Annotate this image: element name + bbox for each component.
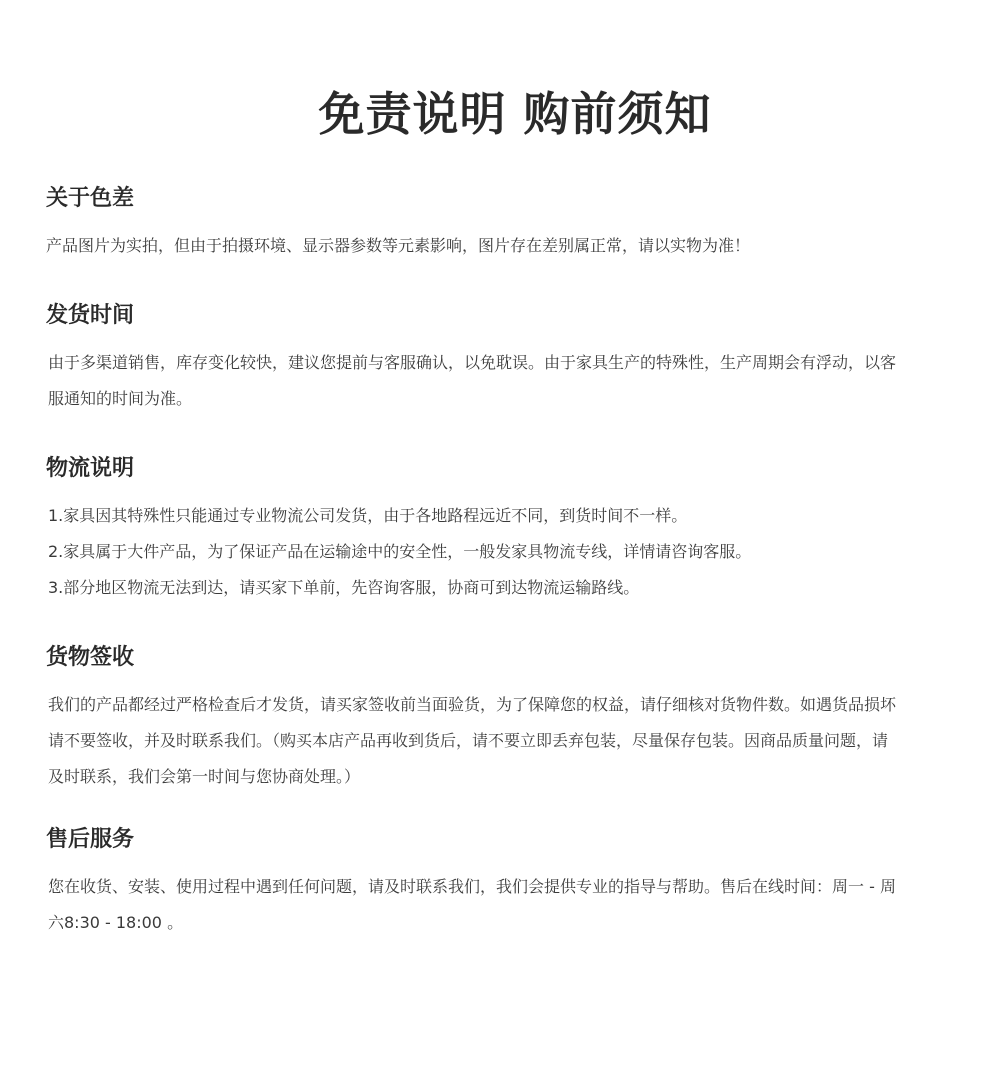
section-heading: 售后服务 [46, 827, 135, 852]
section-body [48, 498, 958, 606]
section-heading: 物流说明 [46, 456, 135, 481]
body-line: 及时联系，我们会第一时间与您协商处理。） [48, 767, 361, 786]
section-body [48, 687, 958, 795]
section-heading: 货物签收 [46, 645, 135, 670]
section-body [48, 869, 958, 941]
body-line: 由于多渠道销售，库存变化较快，建议您提前与客服确认，以免耽误。由于家具生产的特殊性，生产周期会有浮动，以客 [48, 353, 897, 372]
body-line: 服通知的时间为准。 [48, 389, 193, 408]
section-body [48, 345, 958, 417]
section-heading: 发货时间 [46, 303, 135, 328]
page-title: 免责说明 购前须知 [318, 86, 712, 141]
list-item: 3.部分地区物流无法到达，请买家下单前，先咨询客服，协商可到达物流运输路线。 [48, 578, 640, 597]
body-line: 请不要签收，并及时联系我们。（购买本店产品再收到货后，请不要立即丢弃包装，尽量保存包装。因商品质量问题，请 [48, 731, 889, 750]
body-line: 我们的产品都经过严格检查后才发货，请买家签收前当面验货，为了保障您的权益，请仔细核对货物件数。如遇货品损坏 [48, 695, 897, 714]
section-heading: 关于色差 [46, 186, 135, 211]
body-line: 产品图片为实拍，但由于拍摄环境、显示器参数等元素影响，图片存在差别属正常，请以实物为准！ [46, 236, 751, 255]
list-item: 2.家具属于大件产品，为了保证产品在运输途中的安全性，一般发家具物流专线，详情请咨询客服。 [48, 542, 752, 561]
list-item: 1.家具因其特殊性只能通过专业物流公司发货，由于各地路程远近不同，到货时间不一样。 [48, 506, 688, 525]
body-line: 六8:30 - 18:00 。 [48, 913, 184, 932]
section-body [46, 228, 956, 264]
body-line: 您在收货、安装、使用过程中遇到任何问题，请及时联系我们，我们会提供专业的指导与帮助。售后在线时间：周一 - 周 [48, 877, 896, 896]
